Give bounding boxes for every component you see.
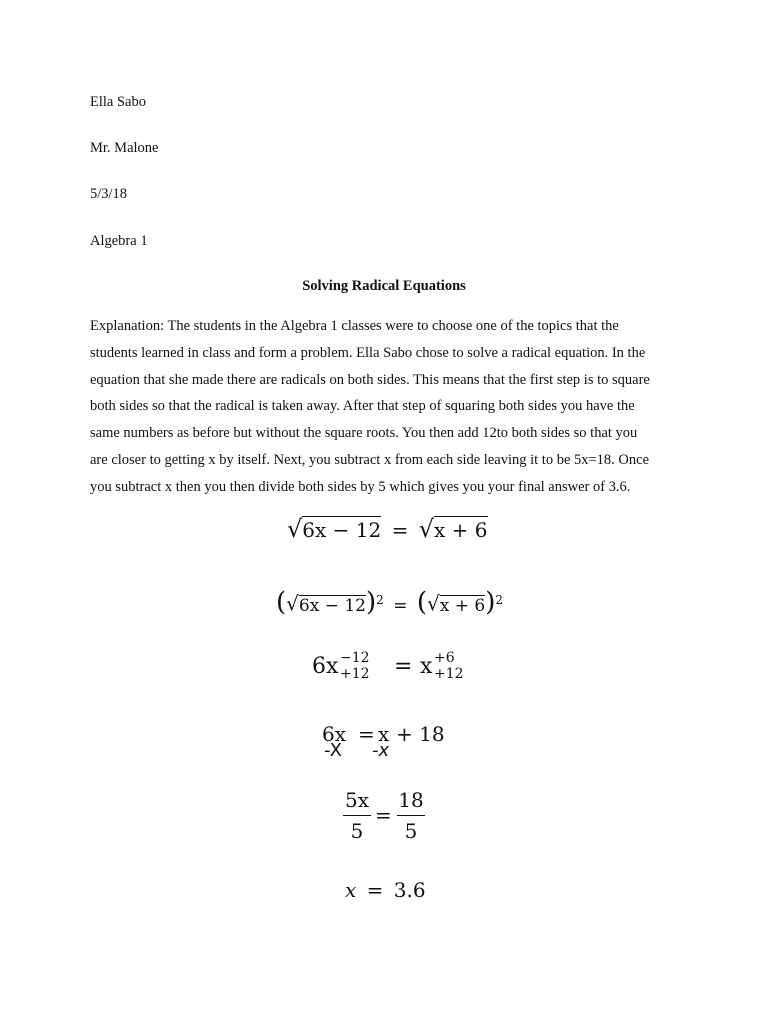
- right-paren: ): [485, 587, 496, 618]
- denominator-left: 5: [350, 819, 364, 843]
- equals-sign: =: [366, 878, 384, 902]
- denominator-right: 5: [404, 819, 418, 843]
- explanation-line: are closer to getting x by itself. Next, you subtract x from each side leaving it to be 5x=18. Once: [90, 451, 650, 468]
- radicand-right: x + 6: [434, 518, 488, 542]
- explanation-line: you subtract x then you then divide both sides by 5 which gives you your final answer of 3.6.: [90, 478, 631, 495]
- explanation-line: equation that she made there are radicals on both sides. This means that the first step is to square: [90, 371, 650, 388]
- exponent: 2: [495, 593, 504, 607]
- radicand-left: 6x − 12: [298, 595, 366, 616]
- equation-4: [322, 722, 452, 772]
- equation-1: [287, 512, 488, 547]
- subscript: +12: [340, 666, 370, 682]
- student-name: Ella Sabo: [90, 94, 146, 110]
- numerator-left: 5x: [344, 788, 369, 812]
- radicand-right: x + 6: [439, 595, 486, 616]
- fraction-bar: [397, 815, 425, 816]
- equals-sign: =: [394, 654, 413, 679]
- explanation-paragraph: [90, 313, 690, 501]
- answer-value: 3.6: [393, 878, 426, 902]
- term-6x: 6x: [322, 722, 347, 746]
- course: Algebra 1: [90, 233, 148, 249]
- term-6x: 6x: [312, 654, 339, 679]
- subscript: +12: [434, 666, 464, 682]
- equals-sign: =: [391, 518, 409, 542]
- numerator-right: 18: [398, 788, 424, 812]
- left-paren: (: [416, 587, 428, 618]
- radical-sign: √: [286, 591, 299, 616]
- equation-5: [343, 788, 433, 848]
- explanation-line: both sides so that the radical is taken away. After that step of squaring both sides you have the: [90, 398, 635, 415]
- left-paren: (: [276, 587, 287, 618]
- equals-sign: =: [358, 722, 375, 746]
- superscript: −12: [340, 650, 370, 666]
- equals-sign: =: [375, 803, 392, 827]
- variable-x: x: [345, 878, 357, 902]
- equals-sign: =: [393, 595, 408, 616]
- radicand-left: 6x − 12: [302, 518, 382, 542]
- explanation-line: students learned in class and form a problem. Ella Sabo chose to solve a radical equation. In the: [90, 344, 646, 361]
- document-title: Solving Radical Equations: [302, 278, 466, 294]
- explanation-line: same numbers as before but without the square roots. You then add 12to both sides so that you: [90, 425, 638, 442]
- radical-sign: √: [287, 515, 303, 543]
- right-paren: ): [366, 587, 377, 618]
- term-x: x: [378, 722, 390, 746]
- term-x: x: [420, 654, 433, 679]
- radical-sign: √: [418, 515, 435, 543]
- teacher-name: Mr. Malone: [90, 140, 159, 156]
- handwritten-minus-x: -x: [372, 740, 390, 761]
- plus-18: + 18: [396, 722, 445, 746]
- exponent: 2: [376, 593, 384, 607]
- equation-2: [276, 580, 503, 626]
- handwritten-minus-x: -X: [324, 740, 342, 761]
- date: 5/3/18: [90, 186, 128, 202]
- equation-6: [345, 878, 426, 902]
- radical-sign: √: [427, 591, 440, 616]
- superscript: +6: [434, 650, 455, 666]
- explanation-line: Explanation: The students in the Algebra 1 classes were to choose one of the topics that the: [90, 318, 619, 334]
- fraction-bar: [343, 815, 371, 816]
